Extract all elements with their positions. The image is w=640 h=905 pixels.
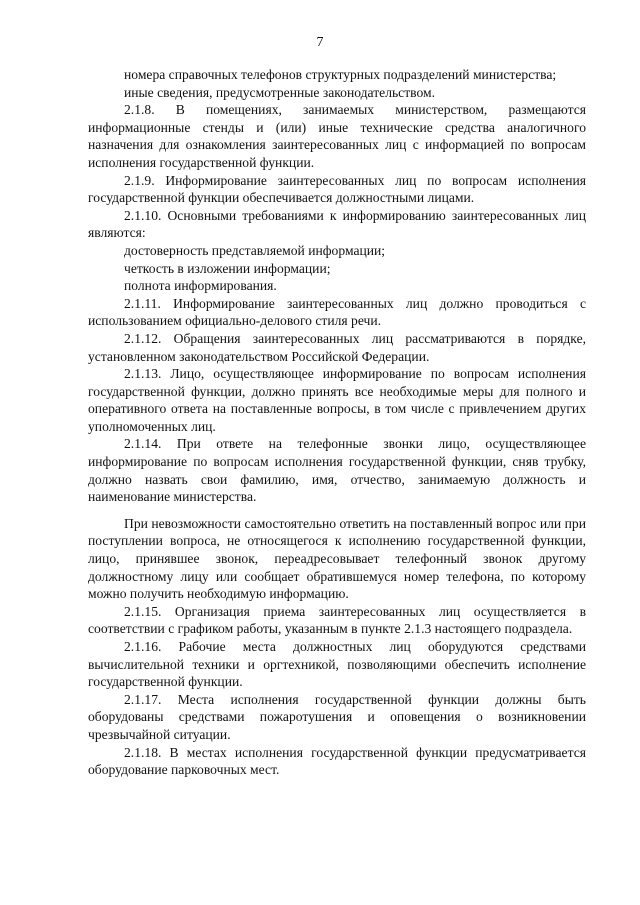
paragraph-2-1-12: 2.1.12. Обращения заинтересованных лиц рассматриваются в порядке, установленном законодательством Российской Федерации. [88,330,586,364]
paragraph-2-1-16: 2.1.16. Рабочие места должностных лиц оборудуются средствами вычислительной техники и оргтехникой, позволяющими обеспечить исполнение государственной функции. [88,639,586,690]
paragraph-2-1-17: 2.1.17. Места исполнения государственной функции должны быть оборудованы средствами пожаротушения и оповещения о возникновении чрезвычайной ситуации. [88,691,586,742]
paragraph-2-1-15: 2.1.15. Организация приема заинтересованных лиц осуществляется в соответствии с графиком работы, указанным в пункте 2.1.3 настоящего подраздела. [88,603,586,637]
paragraph-2-1-10: 2.1.10. Основными требованиями к информированию заинтересованных лиц являются: [88,207,586,241]
paragraph-2-1-18: 2.1.18. В местах исполнения государственной функции предусматривается оборудование парковочных мест. [88,744,586,778]
paragraph-other-info: иные сведения, предусмотренные законодательством. [124,84,436,100]
document-body [88,66,586,779]
paragraph-2-1-9: 2.1.9. Информирование заинтересованных лиц по вопросам исполнения государственной функции обеспечивается должностными лицами. [88,172,586,206]
paragraph-call-redirect: При невозможности самостоятельно ответить на поставленный вопрос или при поступлении вопроса, не относящегося к исполнению государственной функции, лицо, принявшее звонок, переадресовывает телефонный звонок другому должностному лицу или сообщает обратившемуся номер телефона, по которому можно получить необходимую информацию. [88,515,586,602]
list-item-reliability: достоверность представляемой информации; [124,242,386,258]
paragraph-2-1-13: 2.1.13. Лицо, осуществляющее информирование по вопросам исполнения государственной функции, должно принять все необходимые меры для полного и оперативного ответа на поставленные вопросы, в том числе с привлечением других уполномоченных лиц. [88,366,586,434]
paragraph-2-1-14: 2.1.14. При ответе на телефонные звонки лицо, осуществляющее информирование по вопросам исполнения государственной функции, сняв трубку, должно назвать свои фамилию, имя, отчество, занимаемую должность и наименование министерства. [88,436,586,505]
paragraph-2-1-11: 2.1.11. Информирование заинтересованных лиц должно проводиться с использованием официально-делового стиля речи. [88,295,586,329]
list-item-clarity: четкость в изложении информации; [124,260,331,276]
paragraph-2-1-8: 2.1.8. В помещениях, занимаемых министерством, размещаются информационные стенды и (или) иные технические средства аналогичного назначения для ознакомления заинтересованных лиц с информацией по вопросам исполнения государственной функции. [88,102,586,170]
paragraph-contact-numbers: номера справочных телефонов структурных подразделений министерства; [124,67,557,82]
list-item-completeness: полнота информирования. [124,278,277,294]
page-number: 7 [316,35,324,50]
